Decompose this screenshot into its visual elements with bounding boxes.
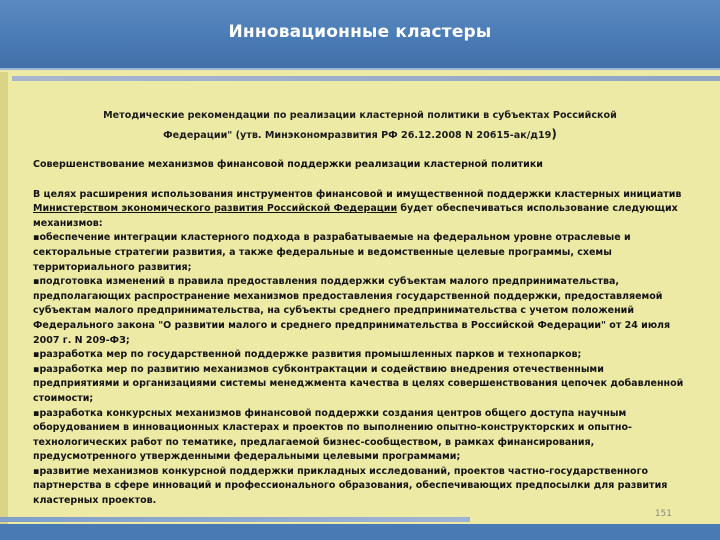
bottom-accent-band: [0, 517, 470, 522]
bullet-item: [33, 465, 688, 509]
bullet-item: [33, 231, 688, 275]
heading-closing-paren: ): [551, 127, 557, 141]
slide-title: Инновационные кластеры: [228, 22, 492, 42]
bullet-text: разработка мер по государственной поддержке развития промышленных парков и технопарков;: [39, 349, 582, 361]
heading-line-1: Методические рекомендации по реализации кластерной политики в субъектах Российской: [103, 110, 617, 121]
bullet-item: [33, 363, 688, 407]
bullet-marker-icon: ▪: [33, 349, 40, 361]
left-accent-strip: [0, 72, 8, 540]
bullet-item: [33, 348, 688, 363]
bullet-text: разработка конкурсных механизмов финансовой поддержки создания центров общего доступа научным оборудованием в инновационных кластерах и проектов по выполнению опытно-конструкторских и опытно-технологических работ по тематике, предлагаемой бизнес-сообществом, в рамках финансирования, предусмотренного утвержденными федеральными целевыми программами;: [33, 407, 632, 463]
paragraph-gap: [33, 173, 688, 188]
intro-paragraph: [33, 188, 688, 232]
bullet-text: разработка мер по развитию механизмов субконтрактации и содействию внедрения отечественными предприятиями и организациями системы менеджмента качества в целях совершенствования цепочек добавленной стоимости;: [33, 363, 684, 404]
bullet-item: [33, 275, 688, 348]
bullet-marker-icon: ▪: [33, 407, 40, 419]
page-number: 151: [654, 509, 672, 519]
bullet-text: подготовка изменений в правила предоставления поддержки субъектам малого предпринимательства, предполагающих распространение механизмов предоставления государственной поддержки, предоставляемой субъектам малого предпринимательства, на субъекты среднего предпринимательства с учетом положений Федерального закона "О развитии малого и среднего предпринимательства в Российской Федерации" от 24 июля 2007 г. N 209-ФЗ;: [33, 276, 671, 346]
footer-bar: [0, 524, 720, 540]
bullet-item: [33, 407, 688, 465]
section-title: Совершенствование механизмов финансовой поддержки реализации кластерной политики: [33, 159, 543, 170]
bullet-marker-icon: ▪: [33, 363, 40, 375]
ministry-link[interactable]: Министерством экономического развития Российской Федерации: [33, 203, 398, 215]
bullet-marker-icon: ▪: [33, 465, 40, 477]
bullet-text: развитие механизмов конкурсной поддержки прикладных исследований, проектов частно-государственного партнерства в сфере инноваций и профессионального образования, обеспечивающих предпосылки для развития кластерных проектов.: [33, 465, 668, 507]
heading-line-2: Федерации" (утв. Минэкономразвития РФ 26.12.2008 N 20615-ак/д19: [163, 130, 552, 141]
slide-body: [33, 158, 688, 509]
document-heading: [60, 106, 660, 145]
top-accent-band: [12, 76, 720, 81]
intro-text-start: В целях расширения использования инструментов финансовой и имущественной поддержки кластерных инициатив: [33, 188, 682, 200]
bullet-marker-icon: ▪: [33, 232, 40, 244]
title-bar: [0, 0, 720, 70]
bullet-text: обеспечение интеграции кластерного подхода в разрабатываемые на федеральном уровне отраслевые и секторальные стратегии развития, а также федеральные и ведомственные целевые программы, схемы территориального развития;: [33, 232, 631, 273]
intro-text-end: будет обеспечиваться использование следующих механизмов:: [33, 203, 678, 229]
bullet-marker-icon: ▪: [33, 276, 40, 288]
